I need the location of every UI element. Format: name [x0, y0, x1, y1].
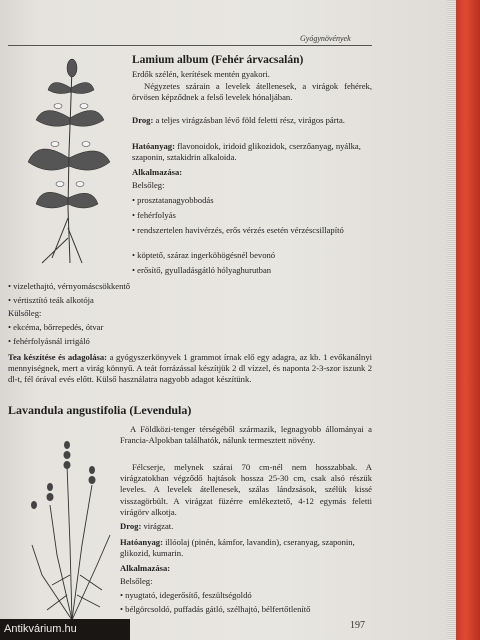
lamium-drog	[132, 115, 372, 126]
lamium-hatoanyag-text: flavonoidok, iridoid glikozidok, cserzőanyag, nyálka, szaponin, sztakidrin alkaloida.	[132, 141, 361, 163]
list-item: • bélgörcsoldó, puffadás gátló, szélhajtó, bélfertőtlenítő	[120, 604, 372, 615]
lamium-tea-label: Tea készítése és adagolása:	[8, 352, 108, 362]
running-head: Gyógynövények	[300, 34, 351, 43]
lamium-alkalmazas-label: Alkalmazása:	[132, 167, 183, 177]
list-item: • vizelethajtó, vérnyomáscsökkentő	[8, 281, 368, 292]
lavandula-drog	[120, 521, 372, 532]
lavandula-alkalmazas-label: Alkalmazása:	[120, 563, 171, 573]
lamium-hatoanyag-label: Hatóanyag:	[132, 141, 175, 151]
lamium-title: Lamium album (Fehér árvacsalán)	[132, 54, 304, 66]
list-item: • fehérfolyásnál irrigáló	[8, 336, 368, 347]
lavandula-description: Félcserje, melynek szárai 70 cm-nél nem hosszabbak. A virágzatokban végződő hajtások hossza 25-30 cm, csak alsó részük leveles. A levelek átellenesek, szálas lándzsások, szélük kissé visszagörbült. A virágzat füzérre emlékeztető, 4-12 egymás feletti virágörv alkotja.	[120, 462, 372, 517]
lamium-kulsoleg: Külsőleg:	[8, 308, 42, 318]
page-edges	[447, 0, 456, 640]
lamium-drog-label: Drog:	[132, 115, 154, 125]
list-item: • köptető, száraz ingerköhögésnél bevonó	[132, 250, 372, 261]
list-item: • rendszertelen havivérzés, erős vérzés esetén vérzéscsillapító	[132, 225, 372, 236]
list-item: • nyugtató, idegerősítő, feszültségoldó	[120, 590, 372, 601]
page-number: 197	[350, 620, 365, 631]
lavandula-origin: A Földközi-tenger térségéből származik, legnagyobb állományai a Francia-Alpokban találhatók, nálunk termesztett növény.	[120, 424, 372, 446]
lamium-habitat: Erdők szélén, kerítések mentén gyakori.	[132, 69, 270, 79]
lamium-description: Négyzetes szárain a levelek átellenesek, a virágok fehérek, örvösen képződnek a felső levelek hónaljában.	[132, 81, 372, 103]
book-cover-edge	[456, 0, 480, 640]
lavandula-hatoanyag-label: Hatóanyag:	[120, 537, 163, 547]
lavandula-drog-text: virágzat.	[143, 521, 174, 531]
lavandula-drog-label: Drog:	[120, 521, 142, 531]
lamium-drog-text: a teljes virágzásban lévő föld feletti rész, virágos párta.	[155, 115, 345, 125]
lamium-hatoanyag	[132, 141, 372, 163]
lamium-illustration	[22, 58, 117, 268]
lavandula-hatoanyag-text: illóolaj (pinén, kámfor, lavandin), cseranyag, szaponin, glikozid, kumarin.	[120, 537, 355, 559]
watermark: Antikvárium.hu	[0, 619, 130, 640]
header-rule	[8, 45, 372, 46]
list-item: • fehérfolyás	[132, 210, 372, 221]
lavandula-illustration	[22, 425, 122, 625]
lamium-belsoleg: Belsőleg:	[132, 180, 165, 190]
lavandula-title: Lavandula angustifolia (Levendula)	[8, 403, 192, 417]
list-item: • vértisztító teák alkotója	[8, 295, 368, 306]
list-item: • erősítő, gyulladásgátló hólyaghurutban	[132, 265, 372, 276]
list-item: • ekcéma, bőrrepedés, ótvar	[8, 322, 368, 333]
lavandula-belsoleg: Belsőleg:	[120, 576, 153, 586]
lavandula-hatoanyag	[120, 537, 372, 559]
lamium-tea-text: a gyógyszerkönyvek 1 grammot írnak elő egy adagra, az kb. 1 evőkanálnyi mennyiségnek, mert a virág könnyű. A teát forrázással készítjük 2 dl vízzel, és naponta 2-3-szor iszunk 2 dl-t, fél órával evés előtt. Külső használatra nagyobb adagot készítünk.	[8, 352, 372, 385]
list-item: • prosztatanagyobbodás	[132, 195, 372, 206]
lamium-tea	[8, 352, 372, 386]
